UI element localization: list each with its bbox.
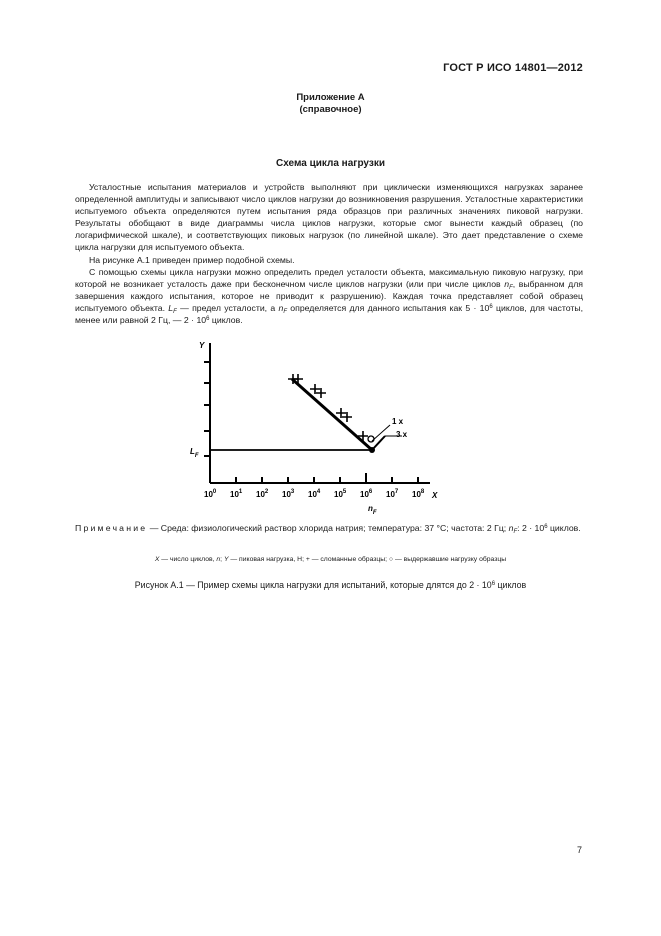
lf-label: $L_F$ <box>190 447 199 459</box>
figure-caption: Рисунок А.1 — Пример схемы цикла нагрузки для испытаний, которые длятся до $2 \cdot 10^6$ циклов <box>134 580 527 590</box>
x-tick-label: $10^8$ <box>412 489 425 499</box>
fatigue-limit-point <box>369 447 375 453</box>
annotation-3x: 3 x <box>396 430 408 439</box>
y-axis-label: Y <box>199 341 205 350</box>
annex-heading <box>0 92 661 116</box>
note-label: Примечание <box>75 523 148 533</box>
x-tick-label: $10^1$ <box>230 489 243 499</box>
body-text <box>75 181 583 326</box>
x-tick-labels <box>204 489 425 499</box>
x-ticks <box>236 473 418 483</box>
x-tick-label: $10^7$ <box>386 489 399 499</box>
figure-legend: X — число циклов, n; Y — пиковая нагрузка, Н; + — сломанные образцы; ○ — выдержавшие нагрузку образцы <box>154 556 507 563</box>
nf-label: $n_F$ <box>368 504 377 516</box>
x-tick-label: $10^2$ <box>256 489 269 499</box>
paragraph-2: На рисунке А.1 приведен пример подобной схемы. <box>89 254 295 265</box>
section-title: Схема цикла нагрузки <box>276 158 385 169</box>
x-axis-label: X <box>432 491 438 500</box>
x-tick-label: $10^0$ <box>204 489 217 499</box>
diagram-svg <box>180 333 440 518</box>
x-tick-label: $10^4$ <box>308 489 321 499</box>
fatigue-curve <box>292 379 372 450</box>
leader-1x <box>372 425 390 441</box>
x-tick-label: $10^5$ <box>334 489 347 499</box>
figure-note: Примечание — Среда: физиологический раствор хлорида натрия; температура: 37 °С; частота: 2 Гц; $n_F$: $2 \cdot 10^6$ циклов. <box>75 523 581 535</box>
annotation-1x: 1 x <box>392 417 404 426</box>
runout-marker <box>368 436 374 442</box>
page-number: 7 <box>577 845 583 855</box>
paragraph-3: С помощью схемы цикла нагрузки можно определить предел усталости объекта, максимальную пиковую нагрузку, при которой не возникает усталость даже при бесконечном числе циклов нагрузки (или при числе циклов $n_F$, выбранном для завершения каждого испытания, которое не приводит к разрушению). Каждая точка представляет собой образец испытуемого объекта. $L_F$ — предел усталости, а $n_F$ определяется для данного испытания как $5 \cdot 10^6$ циклов, для частоты, менее или равной 2 Гц, — $2 \cdot 10^6$ циклов. <box>75 266 584 326</box>
broken-specimens <box>288 374 368 441</box>
annex-title: Приложение А <box>296 92 365 103</box>
load-cycle-diagram <box>180 333 440 518</box>
paragraph-1: Усталостные испытания материалов и устройств выполняют при циклически изменяющихся нагрузках заранее определенной амплитуды и записывают число циклов нагрузки до возникновения разрушения. Усталостные характеристики испытуемого объекта определяются путем испытания ряда образцов при различных значениях пиковой нагрузки. Результаты обобщают в виде диаграммы числа циклов нагрузки, которые смог вынести каждый образец (по логарифмической шкале), и соответствующих пиковых нагрузок (по линейной шкале). Это дает представление о схеме цикла нагрузки для испытуемого объекта. <box>75 182 583 253</box>
standard-number: ГОСТ Р ИСО 14801—2012 <box>443 62 583 74</box>
annex-subtitle: (справочное) <box>299 104 362 115</box>
x-tick-label: $10^6$ <box>360 489 373 499</box>
x-tick-label: $10^3$ <box>282 489 295 499</box>
